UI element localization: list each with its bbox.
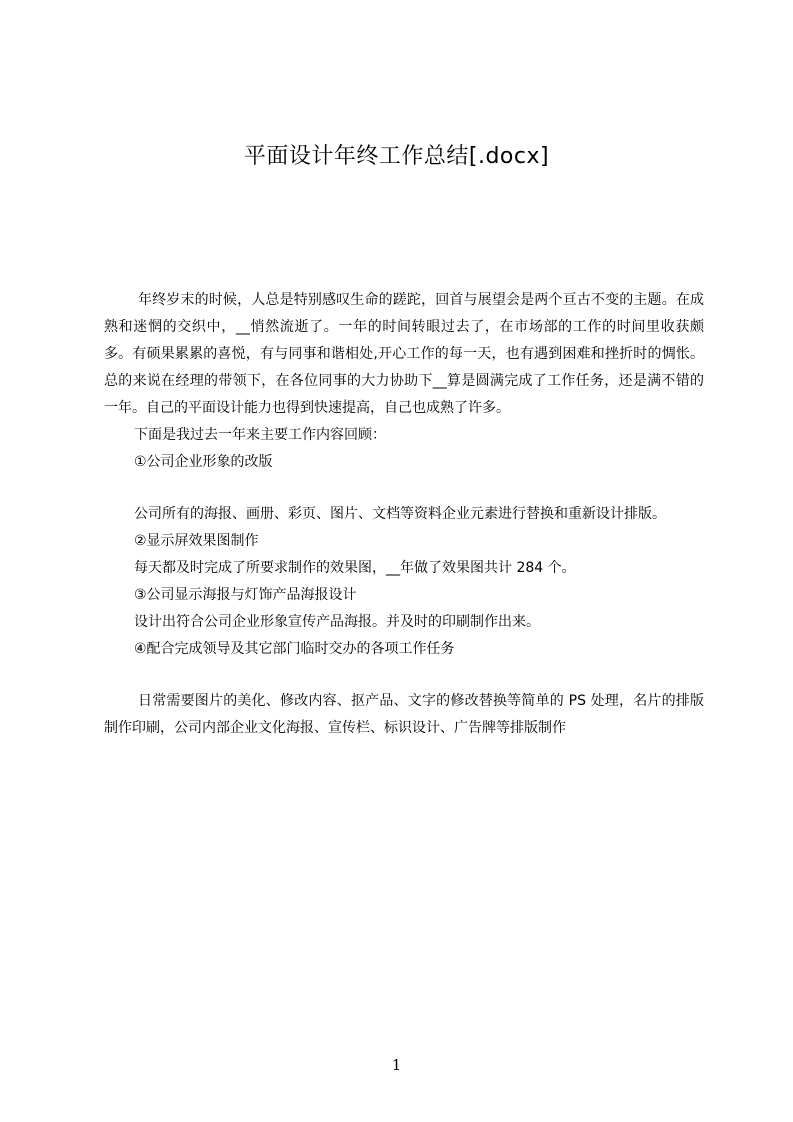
section-heading-1: ①公司企业形象的改版 [134, 454, 273, 470]
document-body [104, 287, 704, 742]
section-text-1: 公司所有的海报、画册、彩页、图片、文档等资料企业元素进行替换和重新设计排版。 [134, 506, 666, 522]
section-heading-2: ②显示屏效果图制作 [134, 533, 259, 549]
section-text-4: 日常需要图片的美化、修改内容、抠产品、文字的修改替换等简单的 PS 处理，名片的排版制作印刷，公司内部企业文化海报、宣传栏、标识设计、广告牌等排版制作 [104, 693, 704, 736]
intro-paragraph: 年终岁末的时候，人总是特别感叹生命的蹉跎，回首与展望会是两个亘古不变的主题。在成熟和迷惘的交织中，__悄然流逝了。一年的时间转眼过去了，在市场部的工作的时间里收获颇多。有硕果累累的喜悦，有与同事和谐相处,开心工作的每一天，也有遇到困难和挫折时的惆怅。总的来说在经理的带领下，在各位同事的大力协助下__算是圆满完成了工作任务，还是满不错的一年。自己的平面设计能力也得到快速提高，自己也成熟了许多。 [104, 292, 704, 416]
section-text-3: 设计出符合公司企业形象宣传产品海报。并及时的印刷制作出来。 [134, 614, 540, 630]
section-heading-3: ③公司显示海报与灯饰产品海报设计 [134, 587, 357, 603]
section-text-2: 每天都及时完成了所要求制作的效果图，__年做了效果图共计 284 个。 [134, 560, 576, 576]
review-heading: 下面是我过去一年来主要工作内容回顾： [134, 427, 386, 443]
document-title: 平面设计年终工作总结[.docx] [243, 144, 550, 169]
page-number: 1 [391, 1056, 402, 1074]
section-heading-4: ④配合完成领导及其它部门临时交办的各项工作任务 [134, 641, 455, 657]
